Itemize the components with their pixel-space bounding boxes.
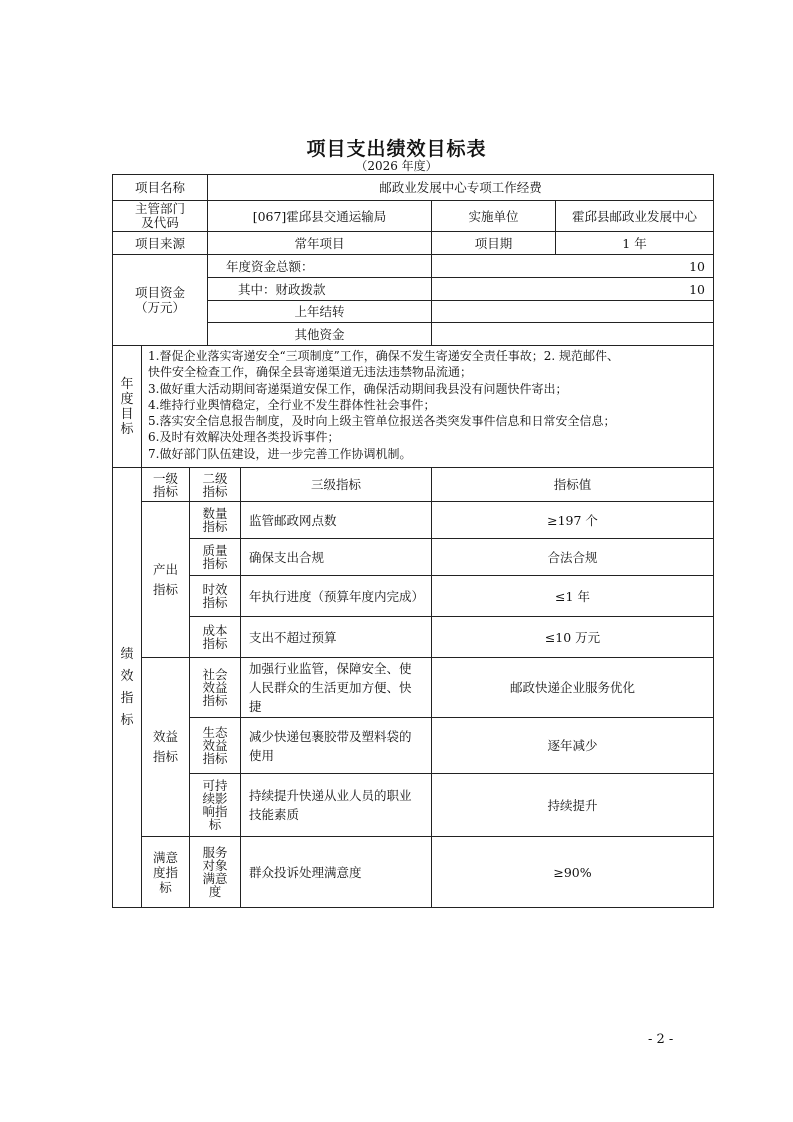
header-level3: 三级指标 [240,467,432,502]
funds-label: 项目资金（万元） [112,254,208,346]
level3-cell: 减少快递包裹胶带及塑料袋的使用 [240,717,432,774]
value-cell: 邮政快递企业服务优化 [431,657,714,718]
project-name-label: 项目名称 [112,174,208,201]
header-level1: 一级指标 [141,467,190,502]
funds-other-value [431,322,714,346]
impl-label: 实施单位 [431,200,556,232]
goal-line: 1.督促企业落实寄递安全“三项制度”工作，确保不发生寄递安全责任事故；2. 规范邮件、 [148,349,619,363]
level3-cell: 确保支出合规 [240,538,432,576]
page-subtitle: （2026 年度） [355,159,438,173]
value-cell: ≥197 个 [431,501,714,539]
value-cell: ≤1 年 [431,575,714,617]
level2-cell: 服务对象满意度 [189,836,241,908]
period-value: 1 年 [555,231,714,255]
header-level2: 二级指标 [189,467,241,502]
level2-cell: 可持续影响指标 [189,773,241,837]
source-value: 常年项目 [207,231,432,255]
level2-cell: 数量指标 [189,501,241,539]
level2-cell: 生态效益指标 [189,717,241,774]
funds-carryover-value [431,300,714,323]
goal-line: 4.维持行业舆情稳定，全行业不发生群体性社会事件； [148,397,436,412]
value-cell: 合法合规 [431,538,714,576]
level2-cell: 社会效益指标 [189,657,241,718]
level3-cell: 持续提升快递从业人员的职业技能素质 [240,773,432,837]
value-cell: ≥90% [431,836,714,908]
funds-total-value: 10 [431,254,714,278]
goal-line: 6.及时有效解决处理各类投诉事件； [148,430,340,445]
goals-text [141,345,714,468]
level2-cell: 质量指标 [189,538,241,576]
level2-cell: 时效指标 [189,575,241,617]
impl-value: 霍邱县邮政业发展中心 [555,200,714,232]
level3-cell: 群众投诉处理满意度 [240,836,432,908]
level1-satisfaction: 满意度指标 [141,836,190,908]
level3-cell: 支出不超过预算 [240,616,432,658]
source-label: 项目来源 [112,231,208,255]
period-label: 项目期 [431,231,556,255]
level2-cell: 成本指标 [189,616,241,658]
project-name-value: 邮政业发展中心专项工作经费 [207,174,714,201]
dept-value: [067]霍邱县交通运输局 [207,200,432,232]
funds-total-label: 年度资金总额： [207,254,432,278]
level1-benefit: 效益指标 [141,657,190,837]
goals-label: 年度目标 [112,345,142,468]
goal-line: 快件安全检查工作，确保全县寄递渠道无违法违禁物品流通； [148,365,473,380]
funds-fiscal-value: 10 [431,277,714,301]
level1-output: 产出指标 [141,501,190,658]
funds-other-label: 其他资金 [207,322,432,346]
level3-cell: 年执行进度（预算年度内完成） [240,575,432,617]
dept-label: 主管部门及代码 [112,200,208,232]
level3-cell: 加强行业监管，保障安全、使人民群众的生活更加方便、快捷 [240,657,432,718]
funds-carryover-label: 上年结转 [207,300,432,323]
indicators-label: 绩效指标 [112,467,142,908]
value-cell: 逐年减少 [431,717,714,774]
value-cell: ≤10 万元 [431,616,714,658]
funds-fiscal-label: 其中：财政拨款 [207,277,432,301]
goal-line: 7.做好部门队伍建设，进一步完善工作协调机制。 [148,446,412,461]
goal-line: 5.落实安全信息报告制度，及时向上级主管单位报送各类突发事件信息和日常安全信息； [148,414,616,429]
level3-cell: 监管邮政网点数 [240,501,432,539]
page-title: 项目支出绩效目标表 [306,138,487,160]
header-value: 指标值 [431,467,714,502]
goal-line: 3.做好重大活动期间寄递渠道安保工作，确保活动期间我县没有问题快件寄出； [148,381,568,396]
page-number: - 2 - [648,1032,674,1047]
value-cell: 持续提升 [431,773,714,837]
